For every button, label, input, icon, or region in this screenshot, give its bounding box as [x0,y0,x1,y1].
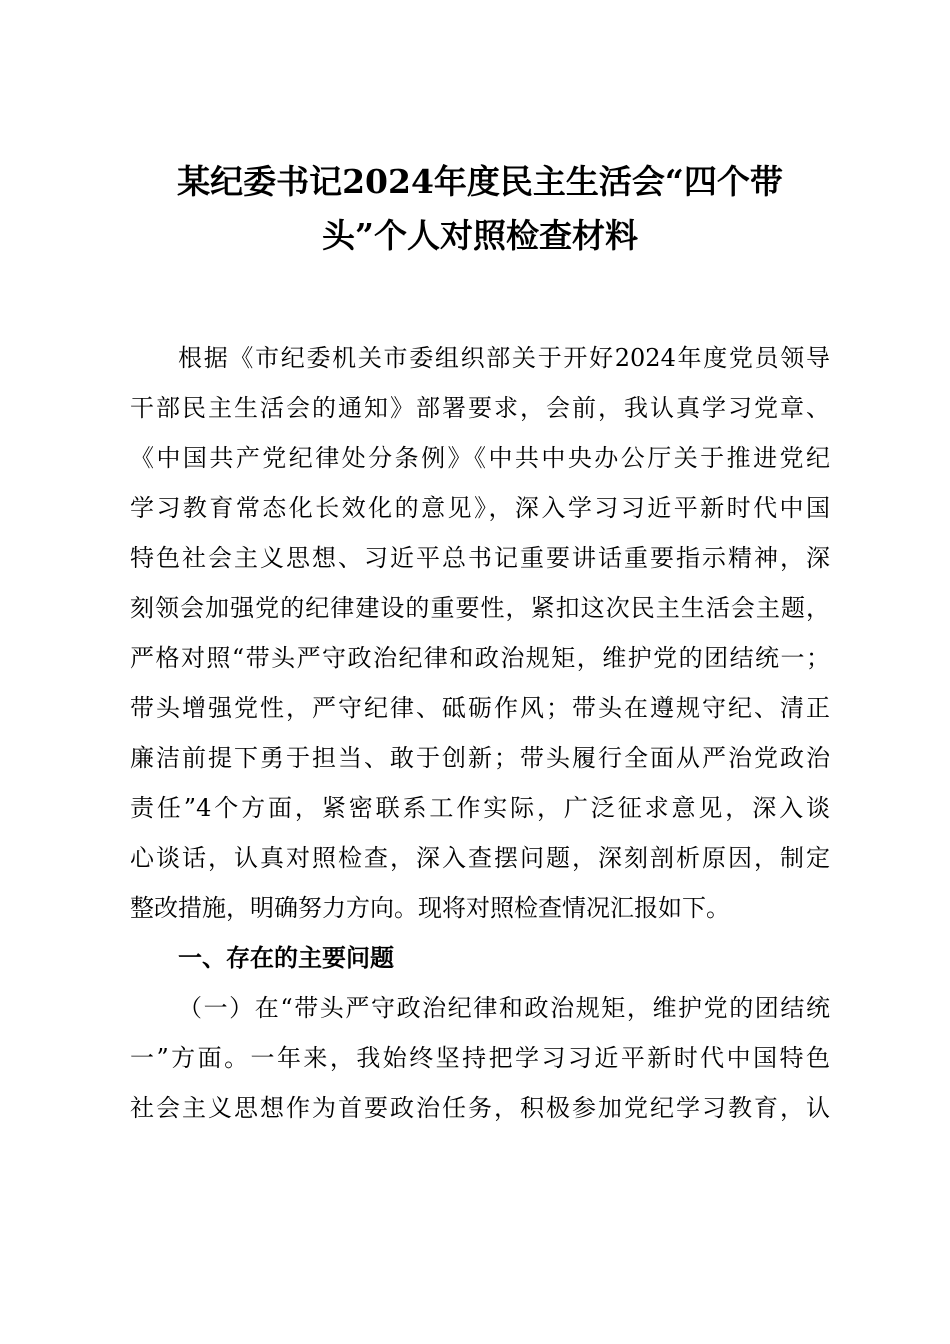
intro-line-6: 刻领会加强党的纪律建设的重要性，紧扣这次民主生活会主题， [130,594,830,622]
document-title-line-2: 头”个人对照检查材料 [322,216,638,255]
intro-line-9: 廉洁前提下勇于担当、敢于创新；带头履行全面从严治党政治 [130,744,830,772]
intro-line-5: 特色社会主义思想、习近平总书记重要讲话重要指示精神，深 [130,544,830,572]
intro-line-1: 根据《市纪委机关市委组织部关于开好2024年度党员领导 [178,344,830,372]
intro-line-11: 心谈话，认真对照检查，深入查摆问题，深刻剖析原因，制定 [130,844,830,872]
intro-line-2: 干部民主生活会的通知》部署要求，会前，我认真学习党章、 [130,394,830,422]
intro-line-7: 严格对照“带头严守政治纪律和政治规矩，维护党的团结统一； [130,644,830,672]
document-title-line-1: 某纪委书记2024年度民主生活会“四个带 [177,162,783,201]
intro-line-8: 带头增强党性，严守纪律、砥砺作风；带头在遵规守纪、清正 [130,694,830,722]
intro-line-4: 学习教育常态化长效化的意见》，深入学习习近平新时代中国 [130,494,830,522]
sub-line-2: 一”方面。一年来，我始终坚持把学习习近平新时代中国特色 [130,1044,830,1072]
intro-line-10: 责任”4个方面，紧密联系工作实际，广泛征求意见，深入谈 [130,794,830,822]
intro-line-12: 整改措施，明确努力方向。现将对照检查情况汇报如下。 [130,894,730,922]
section-heading: 一、存在的主要问题 [178,944,394,972]
sub-line-3: 社会主义思想作为首要政治任务，积极参加党纪学习教育，认 [130,1094,830,1122]
sub-line-1: （一）在“带头严守政治纪律和政治规矩，维护党的团结统 [178,994,830,1022]
intro-line-3: 《中国共产党纪律处分条例》《中共中央办公厅关于推进党纪 [130,444,830,472]
